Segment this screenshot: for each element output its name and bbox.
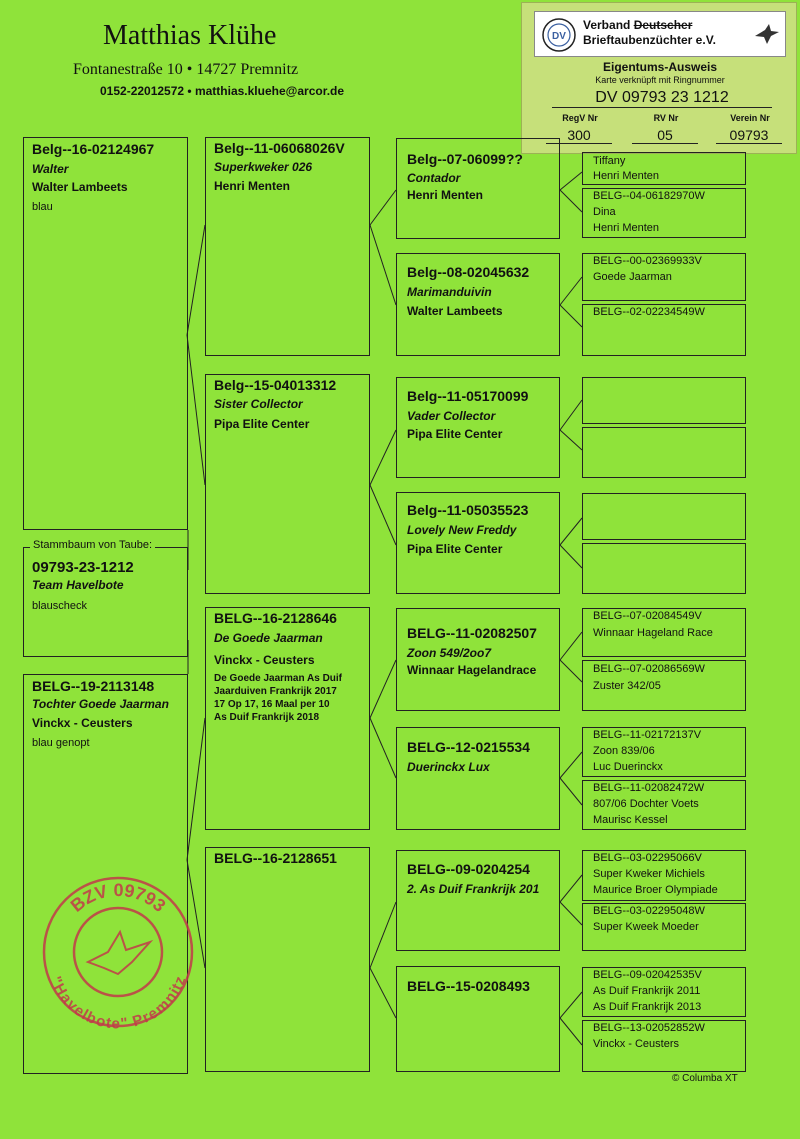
gen3-5-name: Zoon 549/2oo7 [407, 646, 492, 660]
gen2-3-ring: BELG--16-2128646 [214, 610, 337, 626]
gen3-5-ring: BELG--11-02082507 [407, 625, 537, 641]
gen3-7-name: 2. As Duif Frankrijk 201 [407, 882, 540, 896]
gen3-4-owner: Pipa Elite Center [407, 542, 503, 556]
gen4-15-line-2: As Duif Frankrijk 2011 [593, 985, 701, 997]
card-label-verein: Verein Nr [730, 113, 770, 123]
gen3-3-owner: Pipa Elite Center [407, 427, 503, 441]
gen4-14-line-2: Super Kweek Moeder [593, 921, 699, 933]
gen4-13-line-3: Maurice Broer Olympiade [593, 884, 718, 896]
gen4-11-line-3: Luc Duerinckx [593, 761, 663, 773]
gen4-1-line-2: Henri Menten [593, 170, 660, 182]
gen3-1-ring: Belg--07-06099?? [407, 151, 523, 167]
subject-name: Team Havelbote [32, 578, 124, 592]
subject-box [23, 539, 188, 657]
breeder-address: Fontanestraße 10 • 14727 Premnitz [73, 61, 299, 78]
gen4-box-1 [582, 152, 746, 185]
gen3-3-name: Vader Collector [407, 409, 496, 423]
gen3-4-ring: Belg--11-05035523 [407, 502, 529, 518]
gen2-box-2 [205, 374, 370, 594]
gen4-box-5 [582, 377, 746, 424]
gen3-6-ring: BELG--12-0215534 [407, 739, 530, 755]
dove-icon [88, 932, 150, 974]
gen4-11-line-1: BELG--11-02172137V [593, 729, 702, 741]
card-label-rv: RV Nr [653, 113, 679, 123]
gen4-box-7 [582, 493, 746, 540]
gen2-3-note-2: Jaarduiven Frankrijk 2017 [214, 686, 337, 697]
gen4-10-line-2: Zuster 342/05 [593, 680, 661, 692]
gen4-13-line-1: BELG--03-02295066V [593, 852, 702, 864]
gen2-box-1 [205, 137, 370, 356]
stamp-bottom-text: "Havelbote" Premnitz [46, 974, 190, 1030]
card-label-regv: RegV Nr [562, 113, 598, 123]
gen2-3-name: De Goede Jaarman [214, 631, 323, 645]
gen4-2-line-2: Dina [593, 206, 616, 218]
gen4-9-line-2: Winnaar Hageland Race [593, 627, 713, 639]
gen2-2-name: Sister Collector [214, 397, 303, 411]
breeder-contact: 0152-22012572 • matthias.kluehe@arcor.de [100, 84, 345, 98]
gen3-box-2 [396, 253, 560, 356]
gen3-box-8 [396, 966, 560, 1072]
svg-text:DV: DV [552, 31, 566, 42]
subject-ring: 09793-23-1212 [32, 559, 134, 576]
gen4-15-line-3: As Duif Frankrijk 2013 [593, 1001, 702, 1013]
gen4-12-line-1: BELG--11-02082472W [593, 782, 705, 794]
gen2-3-note-3: 17 Op 17, 16 Maal per 10 [214, 699, 330, 710]
gen4-3-line-2: Goede Jaarman [593, 271, 672, 283]
club-stamp [38, 870, 198, 1030]
gen3-8-ring: BELG--15-0208493 [407, 978, 530, 994]
sire-color: blau [32, 201, 53, 213]
gen3-2-name: Marimanduivin [407, 285, 492, 299]
subject-label: Stammbaum von Taube: [30, 539, 155, 551]
gen4-15-line-1: BELG--09-02042535V [593, 969, 702, 981]
gen4-9-line-1: BELG--07-02084549V [593, 610, 702, 622]
gen4-box-6 [582, 427, 746, 478]
gen3-3-ring: Belg--11-05170099 [407, 388, 529, 404]
gen4-box-14 [582, 903, 746, 951]
gen2-3-owner: Vinckx - Ceusters [214, 653, 315, 667]
gen2-3-note-1: De Goede Jaarman As Duif [214, 673, 343, 684]
gen3-6-name: Duerinckx Lux [407, 760, 490, 774]
gen2-1-owner: Henri Menten [214, 179, 291, 193]
breeder-name: Matthias Klühe [103, 20, 277, 51]
card-value-verein: 09793 [716, 127, 782, 144]
gen4-2-line-3: Henri Menten [593, 222, 660, 234]
card-org-line2: Brieftaubenzüchter e.V. [583, 33, 716, 47]
gen4-16-line-2: Vinckx - Ceusters [593, 1038, 679, 1050]
gen4-11-line-2: Zoon 839/06 [593, 745, 655, 757]
footer-credit: © Columba XT [672, 1073, 738, 1084]
gen3-4-name: Lovely New Freddy [407, 523, 517, 537]
card-value-regv: 300 [546, 127, 612, 144]
card-ring-number: DV 09793 23 1212 [552, 89, 772, 108]
gen2-1-ring: Belg--11-06068026V [214, 140, 345, 156]
card-org-line1a: Verband [583, 18, 634, 32]
gen3-1-name: Contador [407, 171, 461, 185]
gen4-box-12 [582, 780, 746, 830]
card-title: Eigentums-Ausweis [602, 60, 718, 74]
gen3-box-5 [396, 608, 560, 711]
gen4-box-4 [582, 304, 746, 356]
gen2-4-ring: BELG--16-2128651 [214, 850, 337, 866]
stamp-top-text: BZV 09793 [66, 879, 170, 916]
card-subtitle: Karte verknüpft mit Ringnummer [595, 75, 725, 85]
gen4-box-13 [582, 850, 746, 901]
gen2-box-3 [205, 607, 370, 830]
gen4-box-16 [582, 1020, 746, 1072]
card-value-rv: 05 [632, 127, 698, 144]
gen2-1-name: Superkweker 026 [214, 160, 313, 174]
subject-color: blauscheck [32, 600, 88, 612]
gen3-box-1 [396, 138, 560, 239]
gen3-2-ring: Belg--08-02045632 [407, 264, 530, 280]
gen3-5-owner: Winnaar Hagelandrace [407, 663, 537, 677]
card-org-line1b: Deutscher [633, 18, 693, 32]
gen4-13-line-2: Super Kweker Michiels [593, 868, 705, 880]
gen4-box-10 [582, 660, 746, 711]
gen3-2-owner: Walter Lambeets [407, 304, 503, 318]
gen4-16-line-1: BELG--13-02052852W [593, 1022, 705, 1034]
gen3-box-4 [396, 492, 560, 594]
gen4-3-line-1: BELG--00-02369933V [593, 255, 702, 267]
gen2-2-owner: Pipa Elite Center [214, 417, 310, 431]
gen2-3-note-4: As Duif Frankrijk 2018 [214, 712, 320, 723]
dam-owner: Vinckx - Ceusters [32, 716, 133, 730]
sire-box [23, 137, 188, 530]
gen4-2-line-1: BELG--04-06182970W [593, 190, 705, 202]
gen4-box-3 [582, 253, 746, 301]
gen4-14-line-1: BELG--03-02295048W [593, 905, 705, 917]
dam-name: Tochter Goede Jaarman [32, 697, 169, 711]
sire-owner: Walter Lambeets [32, 180, 128, 194]
gen3-7-ring: BELG--09-0204254 [407, 861, 530, 877]
sire-ring: Belg--16-02124967 [32, 141, 155, 157]
dam-ring: BELG--19-2113148 [32, 678, 155, 694]
gen4-10-line-1: BELG--07-02086569W [593, 663, 705, 675]
gen3-box-3 [396, 377, 560, 478]
gen4-12-line-3: Maurisc Kessel [593, 814, 668, 826]
gen4-box-8 [582, 543, 746, 594]
gen4-box-11 [582, 727, 746, 777]
gen4-12-line-2: 807/06 Dochter Voets [593, 798, 699, 810]
gen4-box-15 [582, 967, 746, 1017]
gen3-box-6 [396, 727, 560, 830]
gen4-box-2 [582, 188, 746, 238]
gen2-box-4 [205, 847, 370, 1072]
gen3-box-7 [396, 850, 560, 951]
gen3-1-owner: Henri Menten [407, 188, 484, 202]
dam-color: blau genopt [32, 737, 90, 749]
sire-name: Walter [32, 162, 69, 176]
gen4-1-line-1: Tiffany [593, 155, 626, 167]
gen4-box-9 [582, 608, 746, 657]
gen2-2-ring: Belg--15-04013312 [214, 377, 337, 393]
gen4-4-line-1: BELG--02-02234549W [593, 306, 705, 318]
